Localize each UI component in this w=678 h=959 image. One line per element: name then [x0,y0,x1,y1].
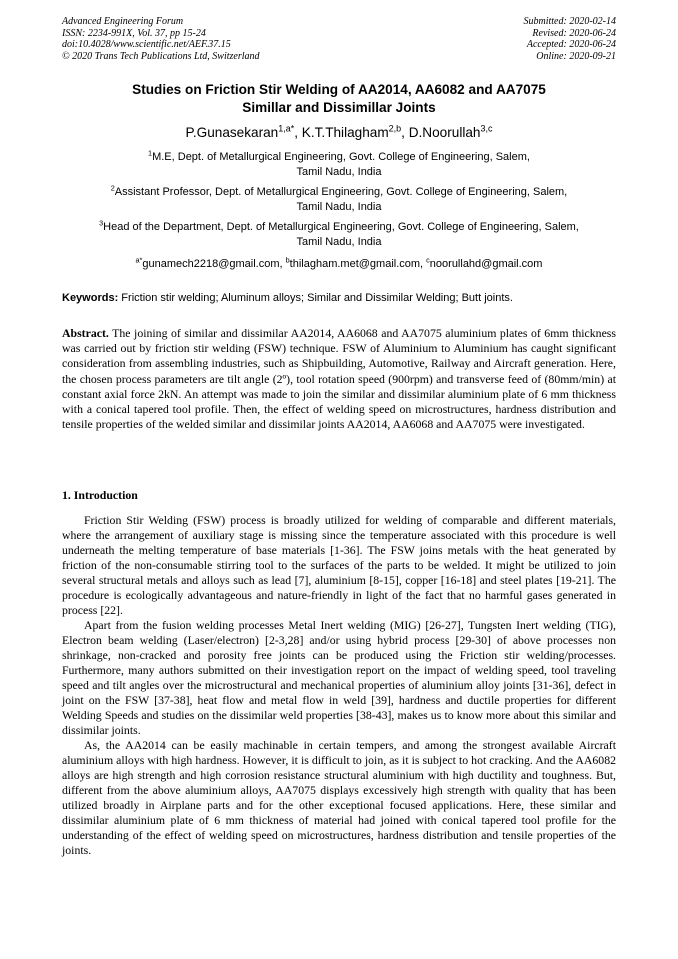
author-marker: 3,c [480,123,493,134]
keywords-text: Friction stir welding; Aluminum alloys; Similar and Dissimilar Welding; Butt joints. [118,292,513,304]
email-marker: c [426,255,430,265]
journal-doi: doi:10.4028/www.scientific.net/AEF.37.15 [62,39,231,51]
keywords-label: Keywords: [62,292,119,304]
keywords [62,291,616,306]
affiliation-line: Head of the Department, Dept. of Metallurgical Engineering, Govt. College of Engineering, Salem, [103,221,579,233]
affiliation-2 [62,185,616,215]
author-list [62,124,616,142]
journal-issn: ISSN: 2234-991X, Vol. 37, pp 15-24 [62,27,206,39]
affiliation-1 [62,150,616,180]
affiliation-line: M.E, Dept. of Metallurgical Engineering, Govt. College of Engineering, Salem, [152,151,530,163]
affiliation-number: 2 [110,183,115,193]
affiliation-number: 3 [99,218,104,228]
body-paragraph: As, the AA2014 can be easily machinable in certain tempers, and among the strongest available Aircraft aluminium alloys with high hardness. However, it is difficult to join, as it is subject to hot cracking. And the AA6082 alloys are high strength and high corrosion resistance structural aluminium with high ductility and toughness. But, different from the above aluminium alloys, AA7075 displays excessively high strength with quality that has been utilized broadly in Airplane parts and for the other exceptional focused applications. Here, these similar and dissimilar aluminium plate of 6 mm thickness of material had joined with conical tapered tool profile for the understanding of the effect of welding speed on microstructures, hardness distribution and tensile properties of the joints. [62,737,616,857]
title-line-1: Studies on Friction Stir Welding of AA2014, AA6082 and AA7075 [132,82,546,97]
affiliation-line: Tamil Nadu, India [296,201,382,213]
email-address: thilagham.met@gmail.com, [289,258,427,270]
affiliation-line: Assistant Professor, Dept. of Metallurgical Engineering, Govt. College of Engineering, Salem, [114,186,568,198]
submission-dates [524,16,617,62]
email-address: gunamech2218@gmail.com, [142,258,286,270]
abstract [62,326,616,432]
author-name: P.Gunasekaran [185,125,279,140]
email-address: noorullahd@gmail.com [429,258,543,270]
abstract-text: The joining of similar and dissimilar AA2014, AA6068 and AA7075 aluminium plates of 6mm thickness was carried out by friction stir welding (FSW) technique. FSW of Aluminium to Aluminium has caught significant consideration from assembling industries, such as Shipbuilding, Automotive, Railway and Aircraft generation. Here, the chosen process parameters are tilt angle (2º), tool rotation speed (900rpm) and transverse feed of (80mm/min) at constant axial force 2kN. An attempt was made to join the similar and dissimilar aluminium plate of 6 mm thickness with a conical tapered tool profile. Then, the effect of welding speed on microstructures, hardness distribution and tensile properties of the welded similar and dissimilar joints AA2014, AA6068 and AA7075 were investigated. [62,326,616,432]
abstract-label: Abstract. [62,326,109,340]
body-paragraph: Friction Stir Welding (FSW) process is broadly utilized for welding of comparable and different materials, where the arrangement of auxiliary stage is missing since the temperature associated with this procedure is well underneath the melting temperature of base materials [1-36]. The FSW joins metals with the heat generated by friction of the non-consumable stirring tool to the surfaces of the parts to be welded. It might be utilized to join several structural metals and alloys such as lead [7], aluminium [8-15], copper [16-18] and steel plates [19-21]. The procedure is ecologically advantageous and nature-friendly in light of the fact that no harmful gases generated in process [22]. [62,513,616,617]
affiliation-number: 1 [148,148,153,158]
author-name: D.Noorullah [408,125,481,140]
author-name: K.T.Thilagham [301,125,389,140]
affiliation-line: Tamil Nadu, India [296,236,382,248]
title-line-2: Simillar and Dissimillar Joints [242,100,436,115]
date-online: Online: 2020-09-21 [536,50,616,62]
paper-title [62,81,616,117]
section-body [62,513,616,858]
date-submitted: Submitted: 2020-02-14 [523,16,616,27]
affiliation-line: Tamil Nadu, India [296,166,382,178]
email-marker: b [285,255,290,265]
journal-info [62,16,260,62]
author-marker: 2,b [388,123,402,134]
author-marker: 1,a* [278,123,295,134]
author-separator: , [294,125,302,140]
author-emails [62,257,616,272]
date-accepted: Accepted: 2020-06-24 [526,39,616,51]
date-revised: Revised: 2020-06-24 [532,27,616,39]
journal-name: Advanced Engineering Forum [62,16,184,27]
email-marker: a* [135,255,143,265]
body-paragraph: Apart from the fusion welding processes Metal Inert welding (MIG) [26-27], Tungsten Inert welding (TIG), Electron beam welding (Laser/electron) [2-3,28] and/or using hybrid process [29-30] of above processes non shrinkage, non-cracked and porosity free joints can be produced using the Friction stir welding/processes. Furthermore, many authors submitted on their investigation report on the impact of welding speed, tool traveling speed and tilt angles over the microstructural and mechanical properties of aluminium alloy joints [31-36], defect in joint on the FSW [37-38], heat flow and metal flow in weld [39], hardness and ductile properties for different Welding Speeds and studies on the dissimilar weld properties [38-43], makes us to know more about this similar and dissimilar joints. [62,617,616,737]
journal-copyright: © 2020 Trans Tech Publications Ltd, Switzerland [62,50,260,62]
section-heading: 1. Introduction [62,488,138,502]
affiliation-3 [62,220,616,250]
author-separator: , [401,125,409,140]
